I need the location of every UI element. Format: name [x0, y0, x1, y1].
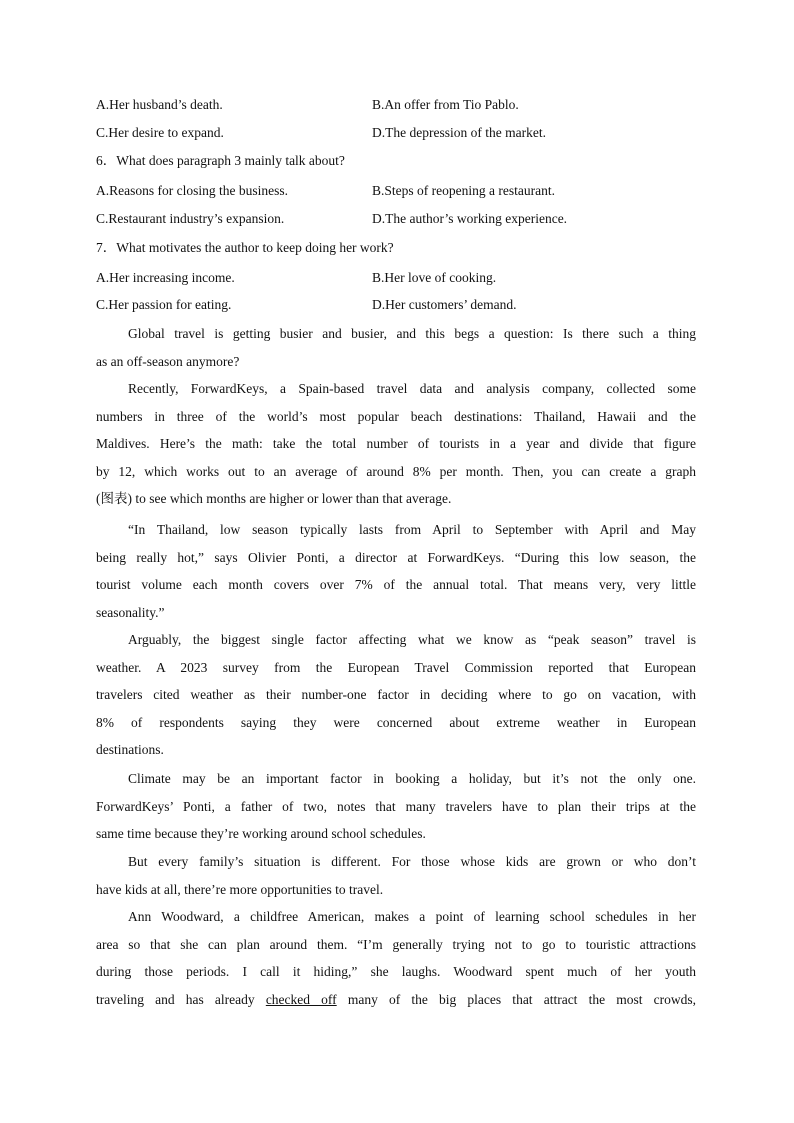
passage-paragraph-3 [96, 520, 696, 630]
q6-question: 6．What does paragraph 3 mainly talk about? [96, 153, 345, 168]
paragraph-line: area so that she can plan around them. “I’m generally trying not to go to touristic attractions [96, 936, 696, 952]
paragraph-line: Global travel is getting busier and busier, and this begs a question: Is there such a thing [128, 326, 696, 341]
paragraph-line: travelers cited weather as their number-one factor in deciding where to go on vacation, with [96, 687, 696, 702]
paragraph-line: “In Thailand, low season typically lasts from April to September with April and May [128, 522, 696, 537]
q5-option-d: D.The depression of the market. [372, 125, 546, 140]
q5-option-c: C.Her desire to expand. [96, 125, 224, 140]
q7-option-d: D.Her customers’ demand. [372, 297, 517, 312]
passage-paragraph-2 [96, 379, 696, 517]
paragraph-line: as an off-season anymore? [96, 353, 240, 369]
paragraph-line: Maldives. Here’s the math: take the total number of tourists in a year and divide that figure [96, 436, 696, 451]
paragraph-line: being really hot,” says Olivier Ponti, a director at ForwardKeys. “During this low season, the [96, 549, 696, 565]
q7-option-b: B.Her love of cooking. [372, 270, 497, 285]
paragraph-line: Recently, ForwardKeys, a Spain-based travel data and analysis company, collected some [128, 381, 696, 396]
paragraph-line: tourist volume each month covers over 7% of the annual total. That means very, very little [96, 577, 696, 592]
passage-paragraph-1 [96, 324, 696, 379]
paragraph-line: But every family’s situation is different. For those whose kids are grown or who don’t [128, 854, 696, 869]
paragraph-line: have kids at all, there’re more opportunities to travel. [96, 881, 384, 897]
paragraph-line: Arguably, the biggest single factor affecting what we know as “peak season” travel is [128, 632, 696, 647]
text-segment: many of the big places that attract the most crowds, [336, 991, 697, 1007]
passage-paragraph-6 [96, 852, 696, 907]
q7-options-row-1 [96, 268, 696, 288]
paragraph-line: seasonality.” [96, 604, 165, 620]
paragraph-line-with-underline [96, 990, 696, 1018]
q6-options-row-2 [96, 209, 696, 229]
underlined-phrase: checked off [265, 991, 337, 1007]
q7-question: 7．What motivates the author to keep doing her work? [96, 240, 394, 255]
paragraph-line: Ann Woodward, a childfree American, makes a point of learning school schedules in her [128, 909, 696, 924]
q6-option-c: C.Restaurant industry’s expansion. [96, 211, 285, 226]
q5-option-b: B.An offer from Tio Pablo. [372, 97, 519, 112]
q5-options-row-1 [96, 95, 696, 115]
passage-paragraph-5 [96, 769, 696, 852]
paragraph-line: (图表) to see which months are higher or lower than that average. [96, 491, 452, 506]
q6-option-b: B.Steps of reopening a restaurant. [372, 183, 555, 198]
paragraph-line: 8% of respondents saying they were concerned about extreme weather in European [96, 714, 696, 730]
text-segment: traveling and has already [96, 991, 266, 1007]
q5-option-a: A.Her husband’s death. [96, 97, 223, 112]
q6-option-a: A.Reasons for closing the business. [96, 183, 288, 198]
paragraph-line: weather. A 2023 survey from the European Travel Commission reported that European [96, 659, 696, 675]
paragraph-line: ForwardKeys’ Ponti, a father of two, notes that many travelers have to plan their trips at the [96, 798, 696, 814]
paragraph-line: numbers in three of the world’s most popular beach destinations: Thailand, Hawaii and the [96, 408, 696, 424]
paragraph-line: Climate may be an important factor in booking a holiday, but it’s not the only one. [128, 771, 696, 786]
q6-options-row-1 [96, 181, 696, 201]
paragraph-line: by 12, which works out to an average of around 8% per month. Then, you can create a graph [96, 463, 696, 479]
passage-paragraph-7 [96, 907, 696, 1017]
paragraph-line: destinations. [96, 742, 164, 757]
paragraph-line: during those periods. I call it hiding,” she laughs. Woodward spent much of her youth [96, 964, 696, 979]
q6-option-d: D.The author’s working experience. [372, 211, 568, 226]
q5-options-row-2 [96, 123, 696, 143]
q7-option-c: C.Her passion for eating. [96, 297, 232, 312]
paragraph-line: same time because they’re working around school schedules. [96, 826, 426, 841]
q7-options-row-2 [96, 295, 696, 315]
q7-option-a: A.Her increasing income. [96, 270, 235, 285]
passage-paragraph-4 [96, 630, 696, 768]
